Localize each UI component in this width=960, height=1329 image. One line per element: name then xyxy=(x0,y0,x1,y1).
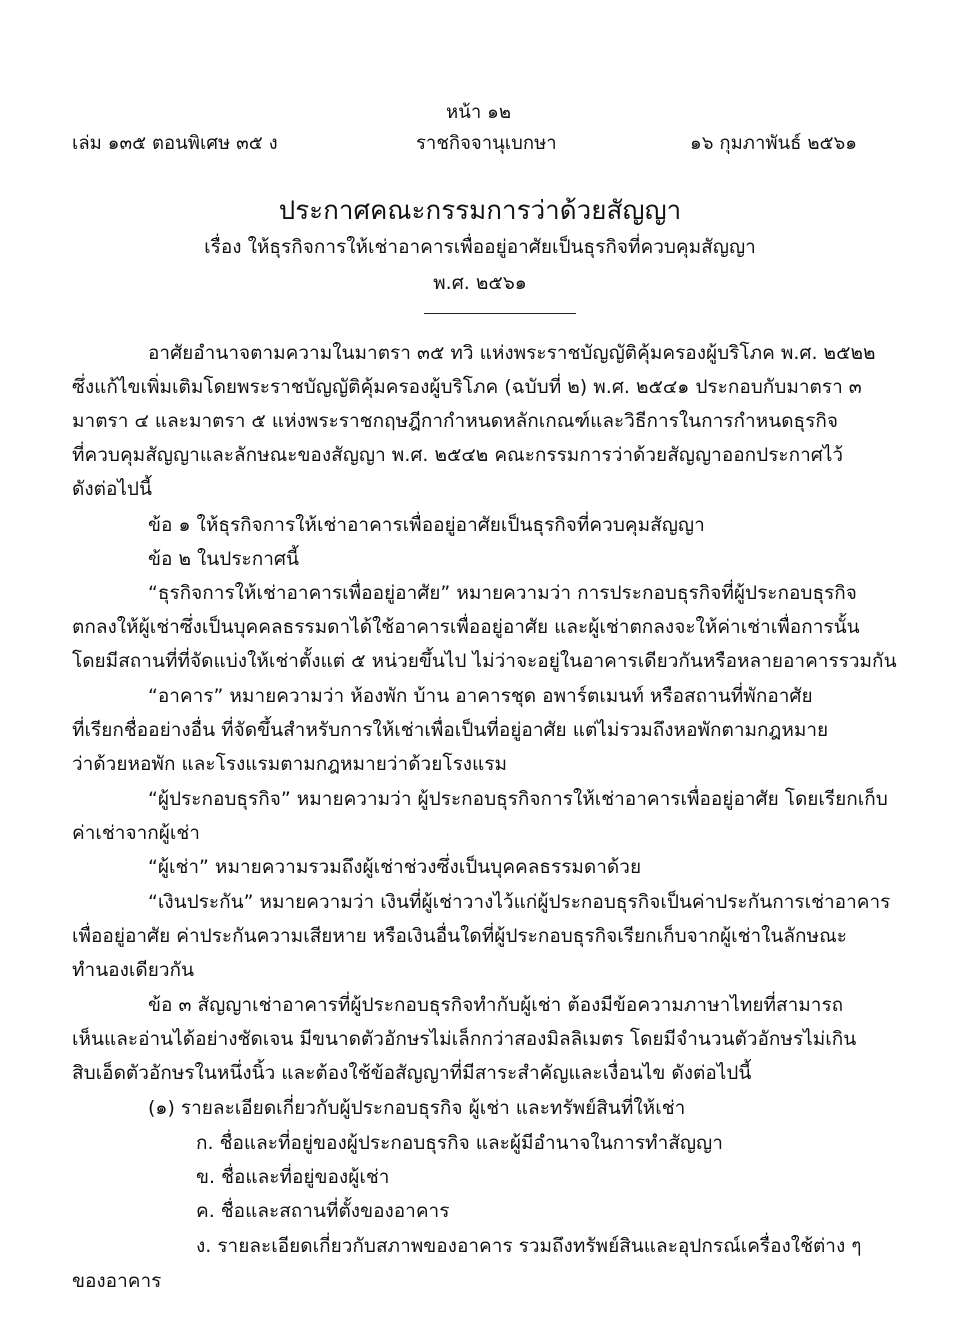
definition-building: ว่าด้วยหอพัก และโรงแรมตามกฎหมายว่าด้วยโรงแรม xyxy=(72,753,508,775)
clause-2: ข้อ ๒ ในประกาศนี้ xyxy=(148,548,299,570)
clause-1: ข้อ ๑ ให้ธุรกิจการให้เช่าอาคารเพื่ออยู่อาศัยเป็นธุรกิจที่ควบคุมสัญญา xyxy=(148,514,705,536)
preamble-line: ดังต่อไปนี้ xyxy=(72,478,152,500)
definition-operator: “ผู้ประกอบธุรกิจ” หมายความว่า ผู้ประกอบธุรกิจการให้เช่าอาคารเพื่ออยู่อาศัย โดยเรียกเก็บ xyxy=(148,788,888,810)
definition-operator: ค่าเช่าจากผู้เช่า xyxy=(72,822,200,844)
item-1: (๑) รายละเอียดเกี่ยวกับผู้ประกอบธุรกิจ ผู้เช่า และทรัพย์สินที่ให้เช่า xyxy=(148,1097,686,1119)
gazette-name: ราชกิจจานุเบกษา xyxy=(416,133,557,154)
definition-building: ที่เรียกชื่ออย่างอื่น ที่จัดขึ้นสำหรับการให้เช่าเพื่อเป็นที่อยู่อาศัย แต่ไม่รวมถึงหอพักตามกฎหมาย xyxy=(72,719,829,741)
document-subject: เรื่อง ให้ธุรกิจการให้เช่าอาคารเพื่ออยู่อาศัยเป็นธุรกิจที่ควบคุมสัญญา xyxy=(204,236,756,258)
clause-3: สิบเอ็ดตัวอักษรในหนึ่งนิ้ว และต้องใช้ข้อสัญญาที่มีสาระสำคัญและเงื่อนไข ดังต่อไปนี้ xyxy=(72,1062,752,1084)
sub-item: ค. ชื่อและสถานที่ตั้งของอาคาร xyxy=(196,1200,450,1222)
definition-building: “อาคาร” หมายความว่า ห้องพัก บ้าน อาคารชุด อพาร์ตเมนท์ หรือสถานที่พักอาศัย xyxy=(148,685,813,707)
sub-item: ง. รายละเอียดเกี่ยวกับสภาพของอาคาร รวมถึงทรัพย์สินและอุปกรณ์เครื่องใช้ต่าง ๆ xyxy=(196,1235,862,1257)
definition-business: ตกลงให้ผู้เช่าซึ่งเป็นบุคคลธรรมดาได้ใช้อาคารเพื่ออยู่อาศัย และผู้เช่าตกลงจะให้ค่าเช่าเพื่อการนั้น xyxy=(72,616,860,638)
document-year: พ.ศ. ๒๕๖๑ xyxy=(433,272,527,294)
definition-deposit: เพื่ออยู่อาศัย ค่าประกันความเสียหาย หรือเงินอื่นใดที่ผู้ประกอบธุรกิจเรียกเก็บจากผู้เช่าในลักษณะ xyxy=(72,925,847,947)
title-divider xyxy=(424,313,576,314)
definition-tenant: “ผู้เช่า” หมายความรวมถึงผู้เช่าช่วงซึ่งเป็นบุคคลธรรมดาด้วย xyxy=(148,856,642,878)
sub-item: ข. ชื่อและที่อยู่ของผู้เช่า xyxy=(196,1166,390,1188)
sub-item-continuation: ของอาคาร xyxy=(72,1270,162,1292)
sub-item: ก. ชื่อและที่อยู่ของผู้ประกอบธุรกิจ และผู้มีอำนาจในการทำสัญญา xyxy=(196,1132,723,1154)
preamble-line: อาศัยอำนาจตามความในมาตรา ๓๕ ทวิ แห่งพระราชบัญญัติคุ้มครองผู้บริโภค พ.ศ. ๒๕๒๒ xyxy=(148,342,876,364)
document-title: ประกาศคณะกรรมการว่าด้วยสัญญา xyxy=(278,196,682,226)
page-number: หน้า ๑๒ xyxy=(446,102,512,123)
preamble-line: ที่ควบคุมสัญญาและลักษณะของสัญญา พ.ศ. ๒๕๔๒ คณะกรรมการว่าด้วยสัญญาออกประกาศไว้ xyxy=(72,444,844,466)
volume-info: เล่ม ๑๓๕ ตอนพิเศษ ๓๕ ง xyxy=(72,133,278,154)
preamble-line: ซึ่งแก้ไขเพิ่มเติมโดยพระราชบัญญัติคุ้มครองผู้บริโภค (ฉบับที่ ๒) พ.ศ. ๒๕๔๑ ประกอบกับมาตรา ๓ xyxy=(72,376,862,398)
clause-3: ข้อ ๓ สัญญาเช่าอาคารที่ผู้ประกอบธุรกิจทำกับผู้เช่า ต้องมีข้อความภาษาไทยที่สามารถ xyxy=(148,994,844,1016)
definition-deposit: ทำนองเดียวกัน xyxy=(72,959,194,981)
definition-deposit: “เงินประกัน” หมายความว่า เงินที่ผู้เช่าวางไว้แก่ผู้ประกอบธุรกิจเป็นค่าประกันการเช่าอาคาร xyxy=(148,891,891,913)
definition-business: โดยมีสถานที่ที่จัดแบ่งให้เช่าตั้งแต่ ๕ หน่วยขึ้นไป ไม่ว่าจะอยู่ในอาคารเดียวกันหรือหลายอาคารรวมกัน xyxy=(72,650,897,672)
clause-3: เห็นและอ่านได้อย่างชัดเจน มีขนาดตัวอักษรไม่เล็กกว่าสองมิลลิเมตร โดยมีจำนวนตัวอักษรไม่เกิน xyxy=(72,1028,857,1050)
definition-business: “ธุรกิจการให้เช่าอาคารเพื่ออยู่อาศัย” หมายความว่า การประกอบธุรกิจที่ผู้ประกอบธุรกิจ xyxy=(148,582,857,604)
preamble-line: มาตรา ๔ และมาตรา ๕ แห่งพระราชกฤษฎีกากำหนดหลักเกณฑ์และวิธีการในการกำหนดธุรกิจ xyxy=(72,410,838,432)
publish-date: ๑๖ กุมภาพันธ์ ๒๕๖๑ xyxy=(690,133,858,154)
